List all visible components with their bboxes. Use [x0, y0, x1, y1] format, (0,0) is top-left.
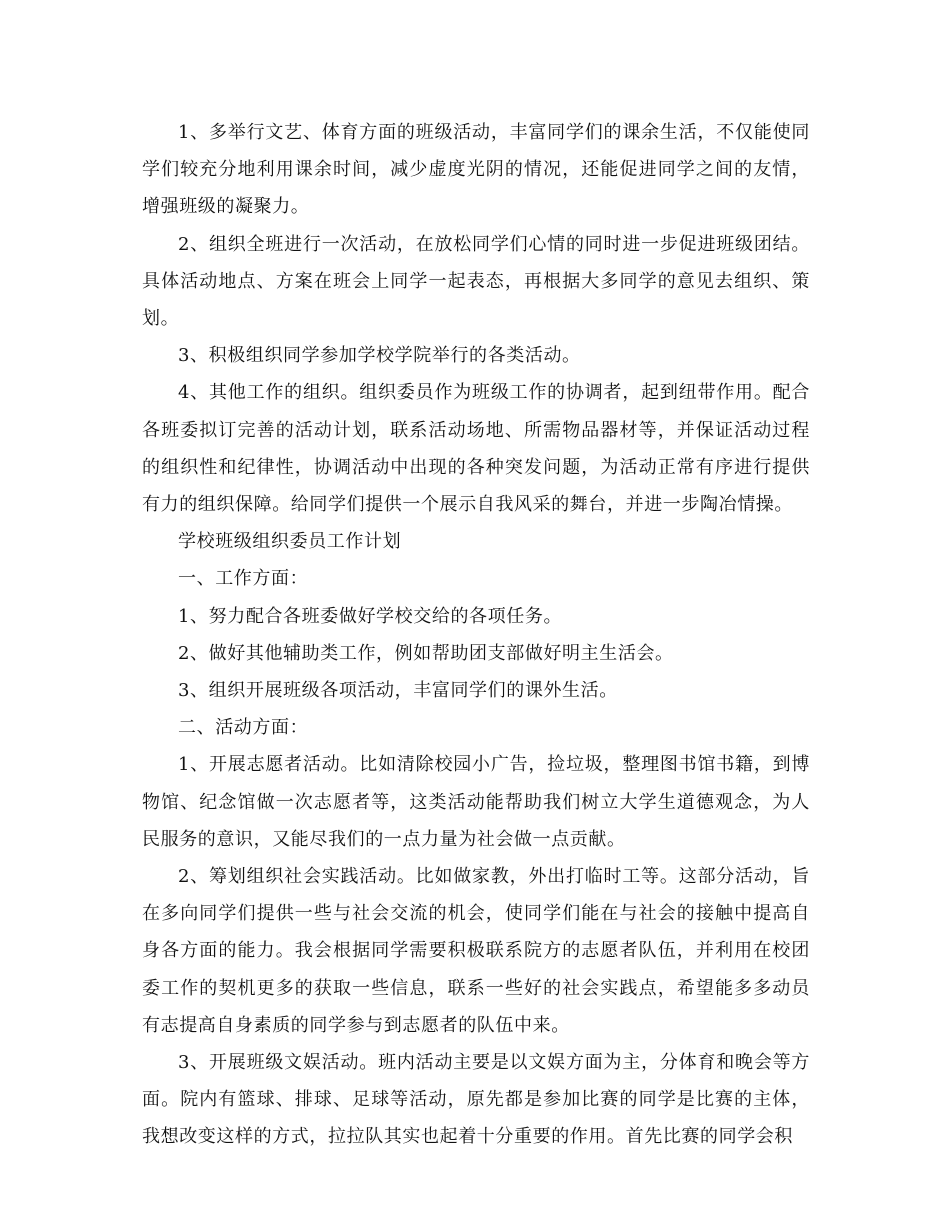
paragraph-2: 2、组织全班进行一次活动，在放松同学们心情的同时进一步促进班级团结。具体活动地点、方案在班会上同学一起表态，再根据大多同学的意见去组织、策划。	[142, 233, 810, 330]
paragraph-4: 4、其他工作的组织。组织委员作为班级工作的协调者，起到纽带作用。配合各班委拟订完善的活动计划，联系活动场地、所需物品器材等，并保证活动过程的组织性和纪律性，协调活动中出现的各种突发问题，为活动正常有序进行提供有力的组织保障。给同学们提供一个展示自我风采的舞台，并进一步陶冶情操。	[142, 382, 810, 516]
work-item-2: 2、做好其他辅助类工作，例如帮助团支部做好明主生活会。	[178, 642, 674, 664]
paragraph-3: 3、积极组织同学参加学校学院举行的各类活动。	[178, 345, 581, 367]
section-title: 学校班级组织委员工作计划	[178, 531, 402, 553]
work-item-1: 1、努力配合各班委做好学校交给的各项任务。	[178, 605, 563, 627]
document-body	[142, 114, 810, 1156]
activity-item-1: 1、开展志愿者活动。比如清除校园小广告，捡垃圾，整理图书馆书籍，到博物馆、纪念馆做一次志愿者等，这类活动能帮助我们树立大学生道德观念，为人民服务的意识，又能尽我们的一点力量为社会做一点贡献。	[142, 754, 810, 850]
activity-item-2: 2、筹划组织社会实践活动。比如做家教，外出打临时工等。这部分活动，旨在多向同学们提供一些与社会交流的机会，使同学们能在与社会的接触中提高自身各方面的能力。我会根据同学需要积极联系院方的志愿者队伍，并利用在校团委工作的契机更多的获取一些信息，联系一些好的社会实践点，希望能多多动员有志提高自身素质的同学参与到志愿者的队伍中来。	[142, 866, 810, 1036]
work-item-3: 3、组织开展班级各项活动，丰富同学们的课外生活。	[178, 680, 618, 702]
heading-work-aspects: 一、工作方面：	[178, 568, 309, 590]
activity-item-3: 3、开展班级文娱活动。班内活动主要是以文娱方面为主，分体育和晚会等方面。院内有篮球、排球、足球等活动，原先都是参加比赛的同学是比赛的主体，我想改变这样的方式，拉拉队其实也起着十分重要的作用。首先比赛的同学会积	[142, 1052, 810, 1148]
heading-activity-aspects: 二、活动方面：	[178, 717, 309, 739]
paragraph-1: 1、多举行文艺、体育方面的班级活动，丰富同学们的课余生活，不仅能使同学们较充分地利用课余时间，减少虚度光阴的情况，还能促进同学之间的友情，增强班级的凝聚力。	[142, 122, 810, 218]
